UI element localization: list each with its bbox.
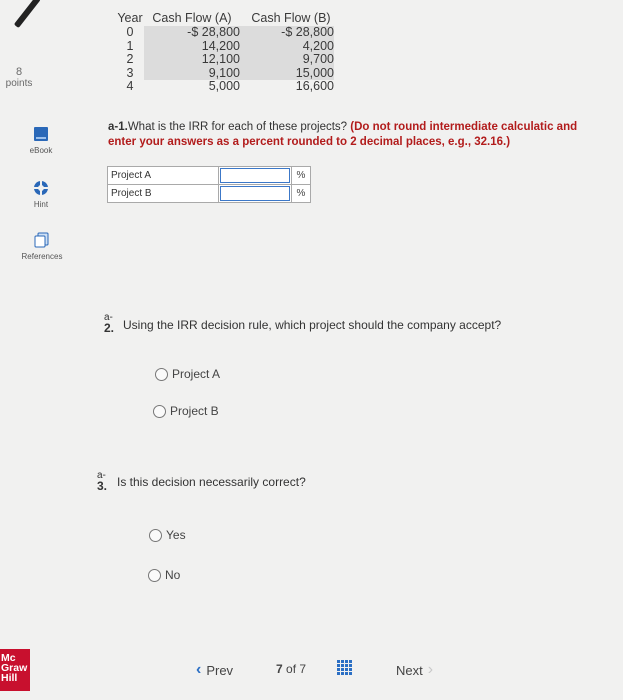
- prev-button[interactable]: [196, 661, 233, 679]
- radio-no[interactable]: [148, 568, 180, 582]
- prev-label[interactable]: Prev: [206, 662, 234, 678]
- radio-project-b[interactable]: [153, 404, 219, 418]
- question-a1-instruction: (Do not round intermediate calculatic and enter your answers as a percent rounded to 2 decimal places, e.g., 32.16.): [108, 121, 578, 148]
- page-total: 7: [299, 662, 307, 676]
- question-a2-text: Using the IRR decision rule, which project should the company accept?: [123, 318, 502, 332]
- year-cell: 1: [126, 38, 134, 53]
- cash-flow-b-cell: 15,000: [248, 67, 334, 81]
- radio-label[interactable]: Project B: [170, 404, 219, 418]
- cash-flow-a-cell: 14,200: [144, 40, 248, 54]
- header-cash-flow-b: Cash Flow (B): [251, 11, 331, 25]
- year-cell: 3: [126, 65, 134, 80]
- question-grid-icon[interactable]: [337, 660, 352, 675]
- radio-label[interactable]: Yes: [166, 528, 186, 542]
- header-year: Year: [117, 11, 143, 25]
- answer-row: [108, 185, 311, 203]
- radio-circle-icon[interactable]: [153, 405, 166, 418]
- cash-flow-b-cell: 16,600: [295, 79, 334, 93]
- chevron-right-icon: ›: [427, 661, 434, 678]
- table-row: [116, 26, 334, 40]
- question-points: [4, 66, 34, 89]
- references-button[interactable]: [12, 232, 72, 261]
- radio-label[interactable]: Project A: [172, 367, 221, 381]
- year-cell: 2: [126, 52, 134, 66]
- question-a1: [108, 120, 608, 150]
- answer-project-name: Project A: [108, 167, 219, 185]
- lifebuoy-icon: [33, 180, 49, 196]
- documents-icon: [34, 232, 50, 248]
- question-a3-prefix: a-: [97, 470, 106, 481]
- points-label: points: [5, 78, 33, 89]
- question-a1-text: What is the IRR for each of these projects?: [127, 121, 348, 133]
- cash-flow-a-cell: 5,000: [208, 79, 240, 93]
- logo-line: Graw: [1, 662, 28, 674]
- question-a1-label: a-1.: [108, 121, 128, 133]
- cash-flow-table: [116, 10, 334, 94]
- question-a2-prefix: a-: [104, 312, 113, 323]
- radio-yes[interactable]: [149, 528, 186, 542]
- irr-answer-table: [107, 166, 311, 203]
- question-a2-number: [104, 312, 114, 335]
- year-cell: 0: [126, 25, 134, 39]
- radio-circle-icon[interactable]: [148, 569, 161, 582]
- logo-line: Mc: [1, 652, 16, 664]
- question-a2-num: 2.: [104, 321, 115, 335]
- table-row: [116, 80, 334, 94]
- page-of: of: [286, 662, 297, 676]
- answer-row: [108, 167, 311, 185]
- references-label: References: [21, 252, 63, 261]
- ebook-button[interactable]: [14, 126, 68, 155]
- year-cell: 4: [126, 79, 134, 93]
- hint-label: Hint: [33, 200, 49, 209]
- mcgraw-hill-logo: [0, 649, 30, 691]
- page-current: 7: [276, 662, 283, 676]
- page-indicator: [276, 662, 306, 676]
- next-button[interactable]: [396, 661, 433, 679]
- chevron-left-icon: ‹: [196, 661, 202, 678]
- percent-unit: %: [292, 167, 311, 185]
- irr-input-project-b[interactable]: [219, 185, 292, 203]
- radio-circle-icon[interactable]: [149, 529, 162, 542]
- question-a3-text: Is this decision necessarily correct?: [117, 475, 306, 489]
- percent-unit: %: [292, 185, 311, 203]
- radio-circle-icon[interactable]: [155, 368, 168, 381]
- cash-flow-a-cell: 9,100: [144, 67, 248, 81]
- radio-project-a[interactable]: [155, 367, 220, 381]
- question-a3-number: [97, 470, 107, 493]
- irr-input-field[interactable]: [220, 186, 290, 201]
- pen-mark: [14, 0, 41, 28]
- cash-flow-b-cell: -$ 28,800: [248, 26, 334, 40]
- ebook-icon: [33, 126, 49, 142]
- irr-input-project-a[interactable]: [219, 167, 292, 185]
- table-row: [116, 67, 334, 81]
- next-label[interactable]: Next: [396, 662, 423, 678]
- logo-line: Hill: [1, 672, 18, 684]
- table-header-row: [116, 10, 334, 26]
- hint-button[interactable]: [14, 180, 68, 209]
- cash-flow-b-cell: 9,700: [248, 53, 334, 67]
- radio-label[interactable]: No: [165, 568, 181, 582]
- ebook-label: eBook: [29, 146, 53, 155]
- question-a3-num: 3.: [97, 479, 108, 493]
- table-row: [116, 53, 334, 67]
- cash-flow-a-cell: 12,100: [144, 53, 248, 67]
- answer-project-name: Project B: [108, 185, 219, 203]
- table-row: [116, 40, 334, 54]
- cash-flow-b-cell: 4,200: [248, 40, 334, 54]
- header-cash-flow-a: Cash Flow (A): [152, 11, 232, 25]
- cash-flow-a-cell: -$ 28,800: [144, 26, 248, 40]
- irr-input-field[interactable]: [220, 168, 290, 183]
- points-value: 8: [15, 66, 23, 78]
